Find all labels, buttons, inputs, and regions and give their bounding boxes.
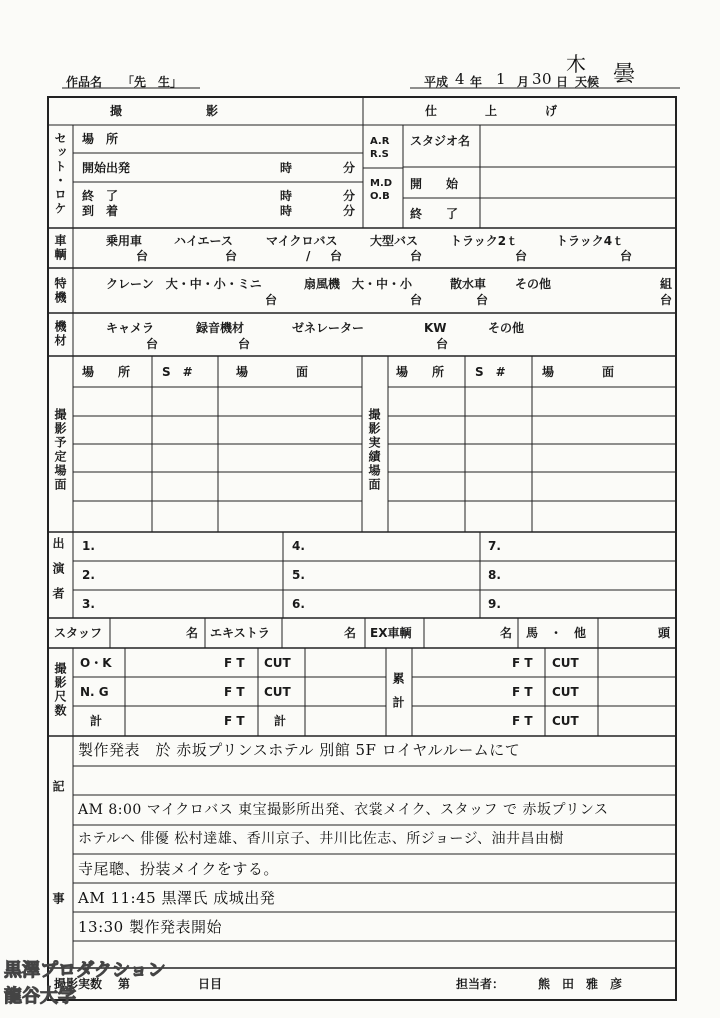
notes-line: AM 11:45 黒澤氏 成城出発 bbox=[78, 889, 276, 907]
notes-line: 13:30 製作発表開始 bbox=[78, 918, 222, 936]
actual-scene-number-header: S # bbox=[475, 365, 506, 379]
set-unit: 組 bbox=[660, 277, 673, 291]
finishing-start-label: 開 始 bbox=[410, 177, 459, 191]
generator-unit: 台 bbox=[436, 337, 449, 351]
month-unit: 月 bbox=[517, 75, 530, 89]
place-label: 場 所 bbox=[82, 132, 119, 146]
month-value: 1 bbox=[496, 70, 507, 88]
notes-line: 製作発表 於 赤坂プリンスホテル 別館 5F ロイヤルルームにて bbox=[78, 741, 521, 759]
cast-number: 1. bbox=[82, 539, 95, 553]
ar-rs-label: A.R R.S bbox=[370, 136, 390, 160]
extra-label: エキストラ bbox=[210, 626, 270, 640]
vehicle-large-bus: 大型バス bbox=[370, 234, 419, 248]
end-minute-unit: 分 bbox=[343, 189, 356, 203]
vehicle-microbus: マイクロバス bbox=[266, 234, 338, 248]
start-departure-label: 開始出発 bbox=[82, 161, 131, 175]
notes-line: 寺尾聰、扮装メイクをする。 bbox=[78, 860, 279, 878]
arrival-hour-unit: 時 bbox=[280, 204, 293, 218]
vehicle-truck-2t: トラック2ｔ bbox=[450, 234, 519, 248]
planned-place-header: 場 所 bbox=[82, 365, 131, 379]
cast-number: 4. bbox=[292, 539, 305, 553]
special-other-unit: 台 bbox=[660, 293, 673, 307]
camera-label: キャメラ bbox=[106, 321, 155, 335]
start-hour-unit: 時 bbox=[280, 161, 293, 175]
finishing-section-header: 仕 上 げ bbox=[425, 104, 558, 118]
camera-unit: 台 bbox=[146, 337, 159, 351]
sound-equipment-label: 録音機材 bbox=[196, 321, 245, 335]
fan-unit: 台 bbox=[410, 293, 423, 307]
vehicle-unit: 台 bbox=[515, 249, 528, 263]
kw-label: KW bbox=[424, 321, 447, 335]
cumulative-ft-unit: F T bbox=[512, 685, 533, 699]
staff-name-unit: 名 bbox=[186, 626, 199, 640]
watermark-line: 龍谷大学 bbox=[4, 986, 76, 1007]
set-location-label: セット・ロケ bbox=[53, 132, 67, 216]
total-row-label: 計 bbox=[90, 714, 103, 728]
vehicle-unit: 台 bbox=[136, 249, 149, 263]
person-in-charge: 熊 田 雅 彦 bbox=[538, 977, 623, 991]
cast-number: 7. bbox=[488, 539, 501, 553]
equipment-other-label: その他 bbox=[488, 321, 525, 335]
finishing-end-label: 終 了 bbox=[410, 207, 459, 221]
vehicle-unit: 台 bbox=[330, 249, 343, 263]
studio-name-label: スタジオ名 bbox=[410, 134, 471, 148]
cumulative-cut-unit: CUT bbox=[552, 685, 579, 699]
vehicle-slash: / bbox=[306, 249, 311, 263]
day-suffix: 日目 bbox=[198, 977, 223, 991]
planned-scene-number-header: S # bbox=[162, 365, 193, 379]
ex-vehicle-label: EX車輌 bbox=[370, 626, 412, 640]
vehicle-unit: 台 bbox=[620, 249, 633, 263]
cut-unit: CUT bbox=[264, 656, 291, 670]
actual-scenes-label: 撮影実績場面 bbox=[367, 408, 381, 492]
day-value: 30 bbox=[532, 70, 553, 88]
crane-label: クレーン 大・中・小・ミニ bbox=[106, 277, 262, 291]
work-title: 「先 生」 bbox=[122, 75, 183, 89]
cut-total-label: 計 bbox=[274, 714, 287, 728]
cumulative-cut-unit: CUT bbox=[552, 656, 579, 670]
cast-number: 3. bbox=[82, 597, 95, 611]
notes-line: ホテルへ 俳優 松村達雄、香川京子、井川比佐志、所ジョージ、油井昌由樹 bbox=[78, 831, 565, 847]
planned-scenes-label: 撮影予定場面 bbox=[53, 408, 67, 492]
year-unit: 年 bbox=[470, 75, 483, 89]
cast-number: 2. bbox=[82, 568, 95, 582]
cast-number: 6. bbox=[292, 597, 305, 611]
ft-unit: F T bbox=[224, 685, 245, 699]
day-unit: 日 bbox=[556, 75, 569, 89]
ex-vehicle-name-unit: 名 bbox=[500, 626, 513, 640]
md-ob-label: M.D O.B bbox=[370, 178, 393, 202]
cast-number: 5. bbox=[292, 568, 305, 582]
extra-name-unit: 名 bbox=[344, 626, 357, 640]
staff-label: スタッフ bbox=[54, 626, 103, 640]
cut-unit: CUT bbox=[264, 685, 291, 699]
vehicle-truck-4t: トラック4ｔ bbox=[556, 234, 625, 248]
crane-unit: 台 bbox=[265, 293, 278, 307]
vehicle-unit: 台 bbox=[410, 249, 423, 263]
day-prefix: 第 bbox=[118, 977, 131, 991]
person-in-charge-label: 担当者： bbox=[456, 977, 505, 991]
watermark-line: 黒澤プロダクション bbox=[4, 960, 166, 981]
end-hour-unit: 時 bbox=[280, 189, 293, 203]
vehicle-car: 乗用車 bbox=[106, 234, 143, 248]
cumulative-ft-unit: F T bbox=[512, 714, 533, 728]
sound-unit: 台 bbox=[238, 337, 251, 351]
planned-scene-header: 場 面 bbox=[236, 365, 309, 379]
cumulative-cut-unit: CUT bbox=[552, 714, 579, 728]
era-label: 平成 bbox=[424, 75, 449, 89]
footage-label: 撮影尺数 bbox=[53, 662, 67, 718]
work-title-label: 作品名 bbox=[66, 75, 103, 89]
ft-unit: F T bbox=[224, 656, 245, 670]
cast-label: 出演者 bbox=[51, 537, 65, 612]
special-other-label: その他 bbox=[515, 277, 552, 291]
year-value: 4 bbox=[455, 70, 466, 88]
head-unit: 頭 bbox=[658, 626, 671, 640]
end-label: 終 了 bbox=[82, 189, 119, 203]
horse-other-label: 馬 ・ 他 bbox=[526, 626, 587, 640]
arrival-label: 到 着 bbox=[82, 204, 119, 218]
equipment-label: 機材 bbox=[53, 320, 67, 348]
actual-scene-header: 場 面 bbox=[542, 365, 615, 379]
cumulative-label: 累計 bbox=[391, 672, 405, 720]
special-equipment-label: 特機 bbox=[53, 277, 67, 305]
shooting-days-label: 撮影実数 bbox=[54, 977, 103, 991]
vehicle-hiace: ハイエース bbox=[174, 234, 233, 248]
ft-unit: F T bbox=[224, 714, 245, 728]
generator-label: ゼネレーター bbox=[292, 321, 365, 335]
shooting-section-header: 撮 影 bbox=[110, 104, 219, 118]
notes-label: 記事 bbox=[51, 780, 65, 1004]
fan-label: 扇風機 大・中・小 bbox=[304, 277, 413, 291]
start-minute-unit: 分 bbox=[343, 161, 356, 175]
water-unit: 台 bbox=[476, 293, 489, 307]
ok-row-label: O・K bbox=[80, 656, 112, 670]
water-truck-label: 散水車 bbox=[450, 277, 487, 291]
weather-value: 曇 bbox=[613, 62, 636, 87]
cast-number: 9. bbox=[488, 597, 501, 611]
actual-place-header: 場 所 bbox=[396, 365, 445, 379]
arrival-minute-unit: 分 bbox=[343, 204, 356, 218]
notes-line: AM 8:00 マイクロバス 東宝撮影所出発、衣裳メイク、スタッフ で 赤坂プリンス bbox=[78, 802, 609, 818]
cumulative-ft-unit: F T bbox=[512, 656, 533, 670]
vehicle-unit: 台 bbox=[225, 249, 238, 263]
cast-number: 8. bbox=[488, 568, 501, 582]
vehicles-label: 車輌 bbox=[53, 234, 67, 262]
weekday-value: 木 bbox=[566, 52, 587, 76]
ng-row-label: N. G bbox=[80, 685, 109, 699]
weather-label: 天候 bbox=[575, 75, 600, 89]
